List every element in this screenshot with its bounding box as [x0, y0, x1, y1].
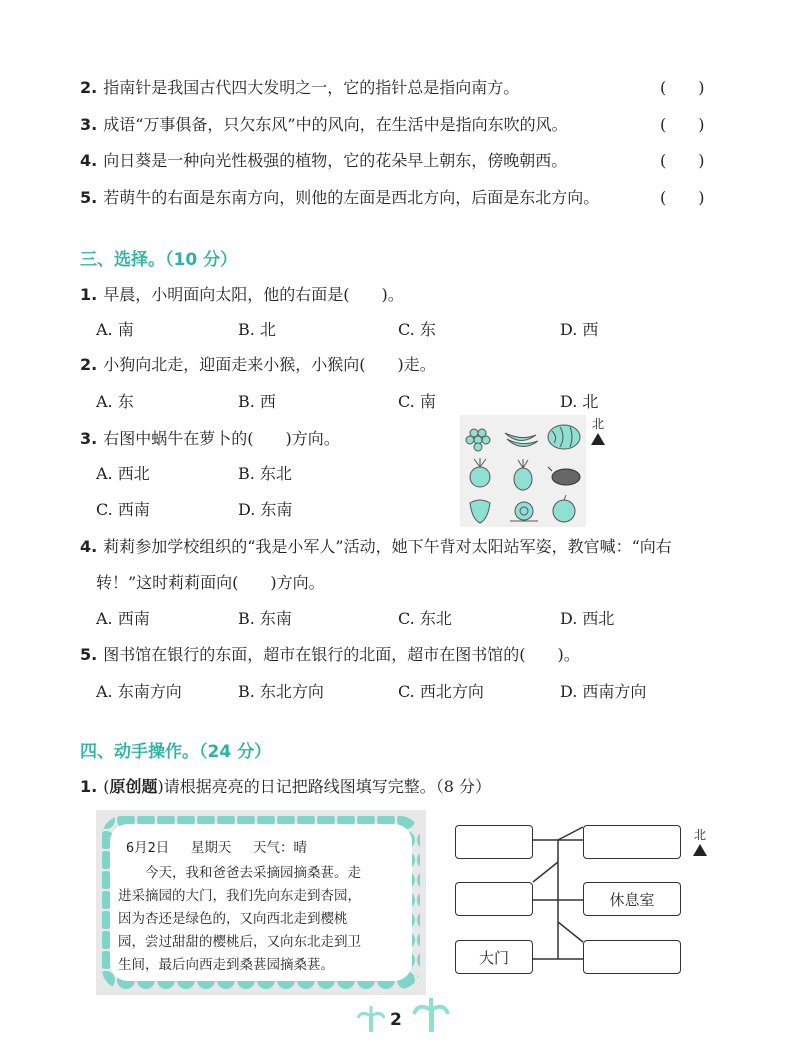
item-text: 早晨，小明面向太阳，他的右面是( )。	[103, 285, 404, 304]
original-tag-label: 原创题	[109, 777, 158, 796]
diary-line: 生间，最后向西走到桑葚园摘桑葚。	[118, 957, 334, 973]
option-d[interactable]: D. 西南方向	[560, 682, 647, 701]
diary-line: 今天，我和爸爸去采摘园摘桑葚。走	[118, 865, 361, 881]
palm-tree-icon	[412, 998, 452, 1032]
section-title-choice: 三、选择。（10 分）	[80, 250, 238, 270]
option-a[interactable]: A. 东	[96, 392, 134, 411]
route-box-gate: 大门	[455, 940, 533, 974]
option-a[interactable]: A. 西北	[96, 464, 150, 483]
item-number: 3.	[80, 429, 98, 448]
option-a[interactable]: A. 南	[96, 320, 134, 339]
option-d[interactable]: D. 北	[560, 392, 599, 411]
answer-paren[interactable]: ( )	[660, 115, 705, 134]
answer-paren[interactable]: ( )	[660, 151, 705, 170]
answer-paren[interactable]: ( )	[660, 188, 705, 207]
item-text: 指南针是我国古代四大发明之一，它的指针总是指向南方。	[103, 78, 520, 97]
palm-tree-icon	[356, 1006, 386, 1032]
route-box-blank-ne[interactable]	[583, 825, 681, 859]
original-tag: (原创题)	[103, 777, 164, 796]
diary-line: 因为杏还是绿色的，又向西北走到樱桃	[118, 911, 348, 927]
north-label: 北	[592, 417, 605, 431]
item-number: 2.	[80, 78, 98, 97]
option-a[interactable]: A. 西南	[96, 609, 150, 628]
north-arrow-icon	[693, 844, 707, 856]
item-text: 小狗向北走，迎面走来小猴，小猴向( )走。	[103, 355, 436, 374]
answer-paren[interactable]: ( )	[660, 78, 705, 97]
diary-line: 园，尝过甜甜的樱桃后，又向东北走到卫	[118, 934, 361, 950]
page-number: 2	[390, 1010, 402, 1030]
option-d[interactable]: D. 西北	[560, 609, 615, 628]
item-number: 3.	[80, 115, 98, 134]
choice-q4	[80, 534, 672, 557]
judge-item-3	[80, 112, 568, 135]
route-box-blank-w[interactable]	[455, 882, 533, 916]
option-b[interactable]: B. 北	[238, 320, 276, 339]
option-a[interactable]: A. 东南方向	[96, 682, 182, 701]
item-text: 莉莉参加学校组织的“我是小军人”活动，她下午背对太阳站军姿，教官喊：“向右	[103, 537, 672, 556]
choice-q5	[80, 642, 580, 665]
option-b[interactable]: B. 东北方向	[238, 682, 324, 701]
item-number: 1.	[80, 777, 98, 796]
choice-q3	[80, 426, 340, 449]
option-d[interactable]: D. 东南	[238, 500, 293, 519]
item-text: 成语“万事俱备，只欠东风”中的风向，在生活中是指向东吹的风。	[103, 115, 568, 134]
north-label: 北	[694, 828, 707, 842]
item-number: 4.	[80, 151, 98, 170]
watermelon-icon	[548, 425, 580, 449]
diary-line: 进采摘园的大门，我们先向东走到杏园，	[118, 888, 361, 904]
judge-item-4	[80, 148, 567, 171]
route-box-blank-se[interactable]	[583, 940, 681, 974]
option-c[interactable]: C. 南	[398, 392, 436, 411]
option-c[interactable]: C. 西南	[96, 500, 150, 519]
option-c[interactable]: C. 西北方向	[398, 682, 484, 701]
north-arrow-icon	[591, 433, 605, 445]
judge-item-2	[80, 75, 519, 98]
option-b[interactable]: B. 东北	[238, 464, 292, 483]
option-b[interactable]: B. 东南	[238, 609, 292, 628]
item-number: 4.	[80, 537, 98, 556]
fruit-grid-picture	[460, 415, 586, 527]
option-c[interactable]: C. 东北	[398, 609, 452, 628]
item-number: 5.	[80, 188, 98, 207]
choice-q1	[80, 282, 404, 305]
choice-q2	[80, 352, 436, 375]
option-d[interactable]: D. 西	[560, 320, 599, 339]
option-c[interactable]: C. 东	[398, 320, 436, 339]
item-number: 2.	[80, 355, 98, 374]
item-text: 右图中蜗牛在萝卜的( )方向。	[103, 429, 340, 448]
diary-header: 6月2日 星期天 天气：晴	[126, 840, 308, 856]
item-text: 向日葵是一种向光性极强的植物，它的花朵早上朝东，傍晚朝西。	[103, 151, 568, 170]
item-text: 图书馆在银行的东面，超市在银行的北面，超市在图书馆的( )。	[103, 645, 580, 664]
item-number: 1.	[80, 285, 98, 304]
route-box-blank-nw[interactable]	[455, 825, 533, 859]
judge-item-5	[80, 185, 599, 208]
option-b[interactable]: B. 西	[238, 392, 276, 411]
item-text: 请根据亮亮的日记把路线图填写完整。（8 分）	[163, 777, 492, 796]
item-number: 5.	[80, 645, 98, 664]
section-title-operation: 四、动手操作。（24 分）	[80, 742, 272, 762]
operation-q1	[80, 774, 491, 797]
route-box-rest-room: 休息室	[583, 882, 681, 916]
choice-q4-line2: 转！”这时莉莉面向( )方向。	[96, 573, 325, 592]
item-text: 若萌牛的右面是东南方向，则他的左面是西北方向，后面是东北方向。	[103, 188, 600, 207]
